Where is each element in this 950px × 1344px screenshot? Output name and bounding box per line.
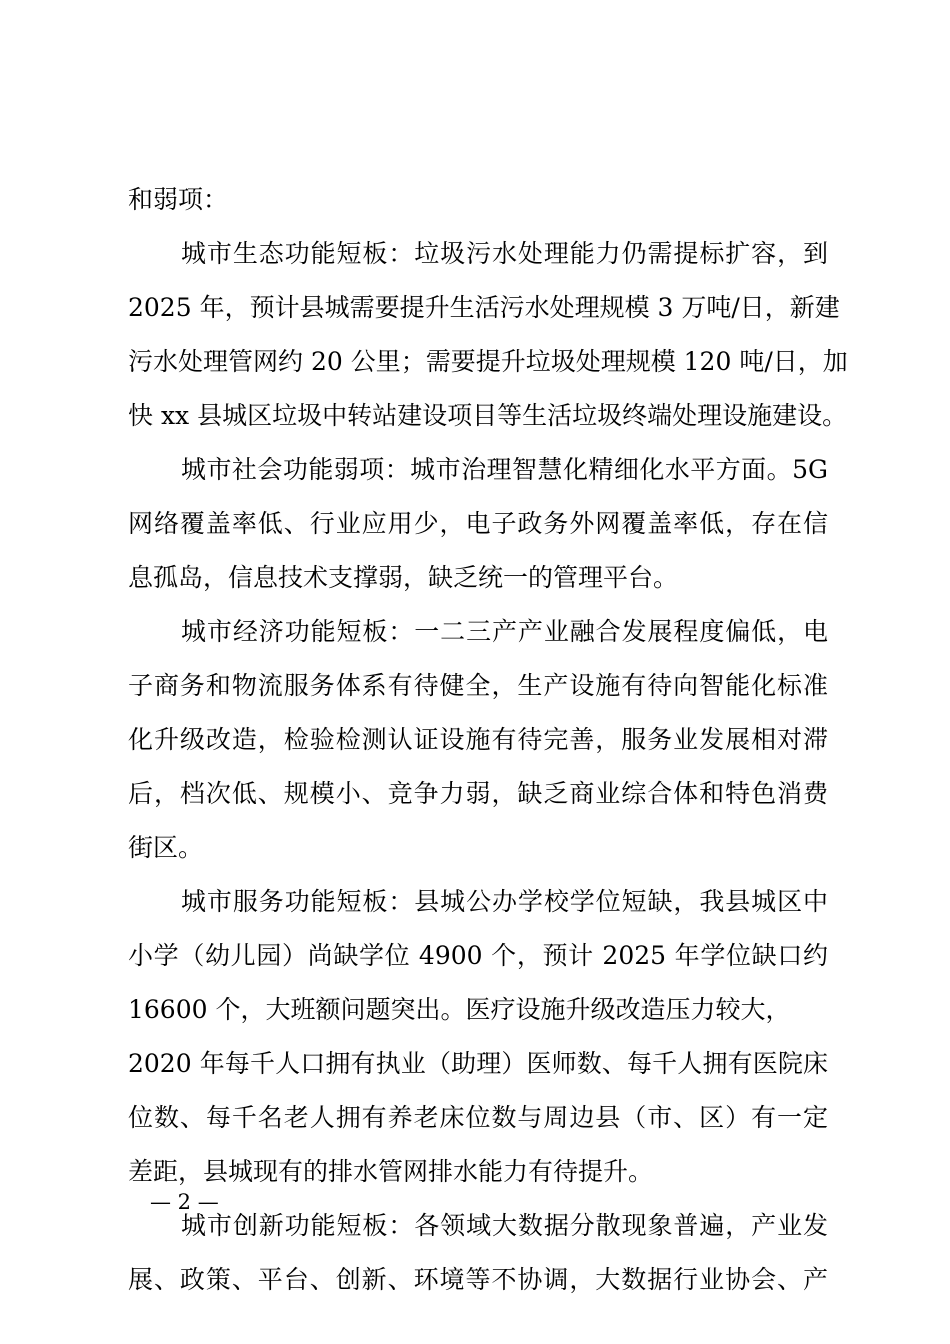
text-line: 2025 年，预计县城需要提升生活污水处理规模 3 万吨/日，新建 — [128, 293, 840, 322]
paragraph-innovation-line: 城市创新功能短板：各领域大数据分散现象普遍，产业发 — [181, 1211, 828, 1240]
text-line: 小学（幼儿园）尚缺学位 4900 个，预计 2025 年学位缺口约 — [128, 941, 828, 970]
text-line: 化升级改造，检验检测认证设施有待完善，服务业发展相对滞 — [128, 725, 828, 754]
text-line: 位数、每千名老人拥有养老床位数与周边县（市、区）有一定 — [128, 1103, 828, 1132]
paragraph-service-line: 城市服务功能短板：县城公办学校学位短缺，我县城区中 — [181, 887, 828, 916]
text-line: 息孤岛，信息技术支撑弱，缺乏统一的管理平台。 — [128, 563, 679, 592]
document-body — [128, 178, 848, 1312]
text-line: 展、政策、平台、创新、环境等不协调，大数据行业协会、产 — [128, 1265, 828, 1294]
text-line: 子商务和物流服务体系有待健全，生产设施有待向智能化标准 — [128, 671, 828, 700]
text-line: 街区。 — [128, 833, 204, 862]
paragraph-ecology-line: 城市生态功能短板：垃圾污水处理能力仍需提标扩容，到 — [181, 239, 828, 268]
paragraph-economy-line: 城市经济功能短板：一二三产产业融合发展程度偏低，电 — [181, 617, 828, 646]
text-line: 和弱项： — [128, 185, 229, 214]
text-line: 16600 个，大班额问题突出。医疗设施升级改造压力较大， — [128, 995, 791, 1024]
text-line: 差距，县城现有的排水管网排水能力有待提升。 — [128, 1157, 654, 1186]
paragraph-society-line: 城市社会功能弱项：城市治理智慧化精细化水平方面。5G — [181, 455, 828, 484]
text-line: 网络覆盖率低、行业应用少，电子政务外网覆盖率低，存在信 — [128, 509, 828, 538]
text-line: 2020 年每千人口拥有执业（助理）医师数、每千人拥有医院床 — [128, 1049, 828, 1078]
text-line: 污水处理管网约 20 公里；需要提升垃圾处理规模 120 吨/日，加 — [128, 347, 848, 376]
text-line: 后，档次低、规模小、竞争力弱，缺乏商业综合体和特色消费 — [128, 779, 828, 808]
text-line: 快 xx 县城区垃圾中转站建设项目等生活垃圾终端处理设施建设。 — [128, 401, 848, 430]
page-number: — 2 — — [150, 1190, 219, 1214]
